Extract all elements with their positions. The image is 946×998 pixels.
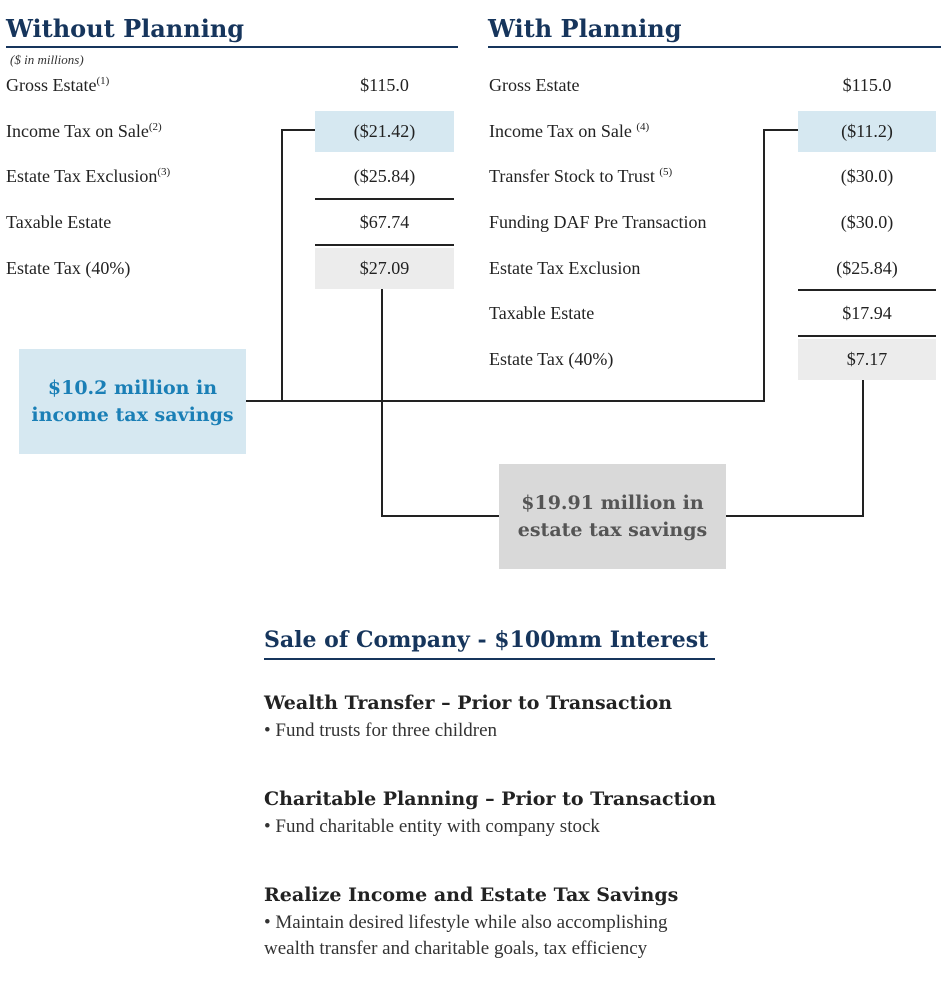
subtotal-rule bbox=[798, 289, 936, 291]
row-label: Taxable Estate bbox=[489, 303, 595, 323]
row-label: Estate Tax (40%) bbox=[6, 258, 131, 278]
with-planning-title: With Planning bbox=[488, 14, 682, 43]
income-connector-line bbox=[246, 400, 765, 402]
row-label: Estate Tax (40%) bbox=[489, 349, 614, 369]
row-label: Taxable Estate bbox=[6, 212, 112, 232]
row-value: ($25.84) bbox=[836, 258, 898, 278]
summary-title: Sale of Company - $100mm Interest bbox=[264, 627, 709, 653]
income-connector-line bbox=[281, 129, 283, 402]
row-value: ($30.0) bbox=[840, 166, 894, 186]
row-value: ($30.0) bbox=[840, 212, 894, 232]
income-connector-line bbox=[281, 129, 315, 131]
with-planning-rule bbox=[488, 46, 941, 48]
units-note: ($ in millions) bbox=[10, 52, 84, 67]
row-value: ($11.2) bbox=[841, 121, 893, 141]
row-value: $7.17 bbox=[846, 349, 888, 369]
estate-connector-line bbox=[381, 289, 383, 517]
summary-bullet: • Fund charitable entity with company stock bbox=[264, 816, 600, 837]
estate-tax-savings-box bbox=[499, 464, 726, 569]
summary-bullet: • Maintain desired lifestyle while also accomplishing wealth transfer and charitable goals, tax efficiency bbox=[264, 912, 668, 959]
summary-heading: Realize Income and Estate Tax Savings bbox=[264, 884, 679, 906]
row-value: $67.74 bbox=[359, 212, 410, 232]
row-label: Income Tax on Sale$^{(2)}$ bbox=[6, 121, 162, 141]
income-connector-line bbox=[763, 129, 765, 402]
row-label: Gross Estate bbox=[489, 75, 580, 95]
row-value: $115.0 bbox=[360, 75, 409, 95]
row-label: Income Tax on Sale $^{(4)}$ bbox=[489, 121, 650, 141]
row-value: $27.09 bbox=[359, 258, 410, 278]
estate-connector-line bbox=[726, 515, 864, 517]
income-savings-line1: $10.2 million in bbox=[47, 376, 218, 399]
subtotal-rule bbox=[798, 335, 936, 337]
subtotal-rule bbox=[315, 198, 454, 200]
income-tax-savings-box bbox=[19, 349, 246, 454]
without-planning-rule bbox=[6, 46, 458, 48]
estate-connector-line bbox=[862, 380, 864, 517]
row-label: Funding DAF Pre Transaction bbox=[489, 212, 707, 232]
summary-heading: Wealth Transfer – Prior to Transaction bbox=[264, 692, 673, 714]
row-label: Estate Tax Exclusion$^{(3)}$ bbox=[6, 166, 171, 186]
row-label: Transfer Stock to Trust $^{(5)}$ bbox=[489, 166, 673, 186]
row-value: $115.0 bbox=[842, 75, 892, 95]
summary-bullet: • Fund trusts for three children bbox=[264, 720, 498, 741]
estate-connector-line bbox=[381, 515, 499, 517]
row-label: Gross Estate$^{(1)}$ bbox=[6, 75, 110, 95]
income-connector-line bbox=[763, 129, 798, 131]
income-savings-line2: income tax savings bbox=[31, 403, 234, 426]
row-value: ($21.42) bbox=[353, 121, 416, 141]
without-planning-title: Without Planning bbox=[6, 14, 245, 43]
row-value: $17.94 bbox=[842, 303, 892, 323]
subtotal-rule bbox=[315, 244, 454, 246]
summary-heading: Charitable Planning – Prior to Transaction bbox=[264, 788, 717, 810]
row-label: Estate Tax Exclusion bbox=[489, 258, 641, 278]
estate-savings-line1: $19.91 million in bbox=[521, 491, 704, 514]
summary-title-rule bbox=[264, 658, 715, 660]
estate-savings-line2: estate tax savings bbox=[517, 518, 708, 541]
row-value: ($25.84) bbox=[353, 166, 416, 186]
